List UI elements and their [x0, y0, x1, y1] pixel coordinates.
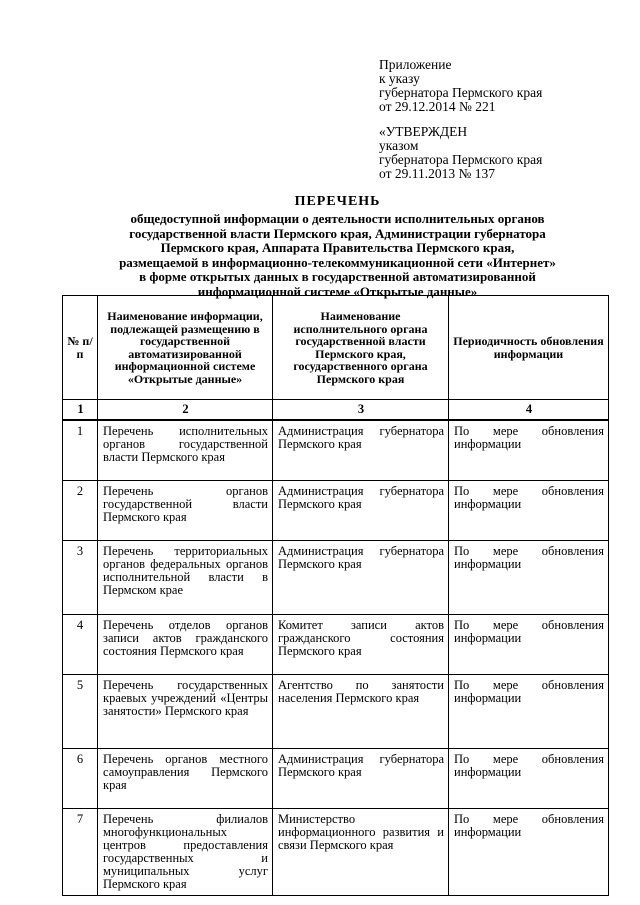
appendix-line: Приложение	[379, 57, 452, 72]
row-periodicity: По мере обновления информации	[449, 420, 609, 481]
column-number: 1	[63, 400, 98, 421]
row-info-name: Перечень отделов органов записи актов гражданского состояния Пермского края	[98, 615, 273, 675]
subtitle-line: государственной власти Пермского края, Администрации губернатора	[129, 225, 546, 241]
row-number: 2	[63, 481, 98, 541]
approved-line: от 29.11.2013 № 137	[379, 166, 495, 181]
header-organ-name: Наименование исполнительного органа государственной власти Пермского края, государственного органа Пермского края	[273, 296, 449, 400]
subtitle-line: размещаемой в информационно-телекоммуникационной сети «Интернет»	[119, 254, 556, 270]
row-number: 4	[63, 615, 98, 675]
approved-line: указом	[379, 138, 419, 153]
table-row	[63, 749, 609, 809]
table-row	[63, 615, 609, 675]
info-table	[62, 295, 609, 896]
table-row	[63, 541, 609, 615]
row-organ: Администрация губернатора Пермского края	[273, 481, 449, 541]
row-number: 5	[63, 675, 98, 749]
row-number: 6	[63, 749, 98, 809]
document-title: ПЕРЕЧЕНЬ	[294, 194, 381, 209]
row-number: 1	[63, 420, 98, 481]
row-organ: Агентство по занятости населения Пермского края	[273, 675, 449, 749]
row-periodicity: По мере обновления информации	[449, 675, 609, 749]
row-periodicity: По мере обновления информации	[449, 809, 609, 896]
row-organ: Комитет записи актов гражданского состояния Пермского края	[273, 615, 449, 675]
row-info-name: Перечень государственных краевых учреждений «Центры занятости» Пермского края	[98, 675, 273, 749]
subtitle-line: общедоступной информации о деятельности исполнительных органов	[130, 211, 545, 226]
row-organ: Администрация губернатора Пермского края	[273, 541, 449, 615]
appendix-line: от 29.12.2014 № 221	[379, 99, 496, 114]
table-row	[63, 481, 609, 541]
column-number: 2	[98, 400, 273, 421]
row-periodicity: По мере обновления информации	[449, 615, 609, 675]
row-info-name: Перечень территориальных органов федеральных органов исполнительной власти в Пермском крае	[98, 541, 273, 615]
row-info-name: Перечень филиалов многофункциональных центров предоставления государственных и муниципальных услуг Пермского края	[98, 809, 273, 896]
row-info-name: Перечень исполнительных органов государственной власти Пермского края	[98, 420, 273, 481]
appendix-block	[379, 58, 629, 181]
row-periodicity: По мере обновления информации	[449, 481, 609, 541]
document-subtitle	[60, 212, 615, 299]
approved-line: губернатора Пермского края	[379, 152, 543, 167]
row-info-name: Перечень органов местного самоуправления Пермского края	[98, 749, 273, 809]
row-organ: Администрация губернатора Пермского края	[273, 749, 449, 809]
row-periodicity: По мере обновления информации	[449, 749, 609, 809]
table-header-row	[63, 296, 609, 400]
row-organ: Администрация губернатора Пермского края	[273, 420, 449, 481]
appendix-line: к указу	[379, 71, 420, 86]
header-periodicity: Периодичность обновления информации	[449, 296, 609, 400]
appendix-line: губернатора Пермского края	[379, 85, 543, 100]
header-number: № п/п	[63, 296, 98, 400]
table-row	[63, 675, 609, 749]
table-row	[63, 420, 609, 481]
column-number-row	[63, 400, 609, 421]
row-organ: Министерство информационного развития и связи Пермского края	[273, 809, 449, 896]
column-number: 3	[273, 400, 449, 421]
header-info-name: Наименование информации, подлежащей размещению в государственной автоматизированной информационной системе «Открытые данные»	[98, 296, 273, 400]
row-number: 7	[63, 809, 98, 896]
table-row	[63, 809, 609, 896]
approved-line: «УТВЕРЖДЕН	[379, 124, 468, 139]
row-periodicity: По мере обновления информации	[449, 541, 609, 615]
subtitle-line: в форме открытых данных в государственной автоматизированной	[139, 269, 536, 284]
row-number: 3	[63, 541, 98, 615]
column-number: 4	[449, 400, 609, 421]
subtitle-line: Пермского края, Аппарата Правительства Пермского края,	[160, 240, 515, 255]
row-info-name: Перечень органов государственной власти Пермского края	[98, 481, 273, 541]
subtitle-line: информационной системе «Открытые данные»	[197, 283, 478, 299]
